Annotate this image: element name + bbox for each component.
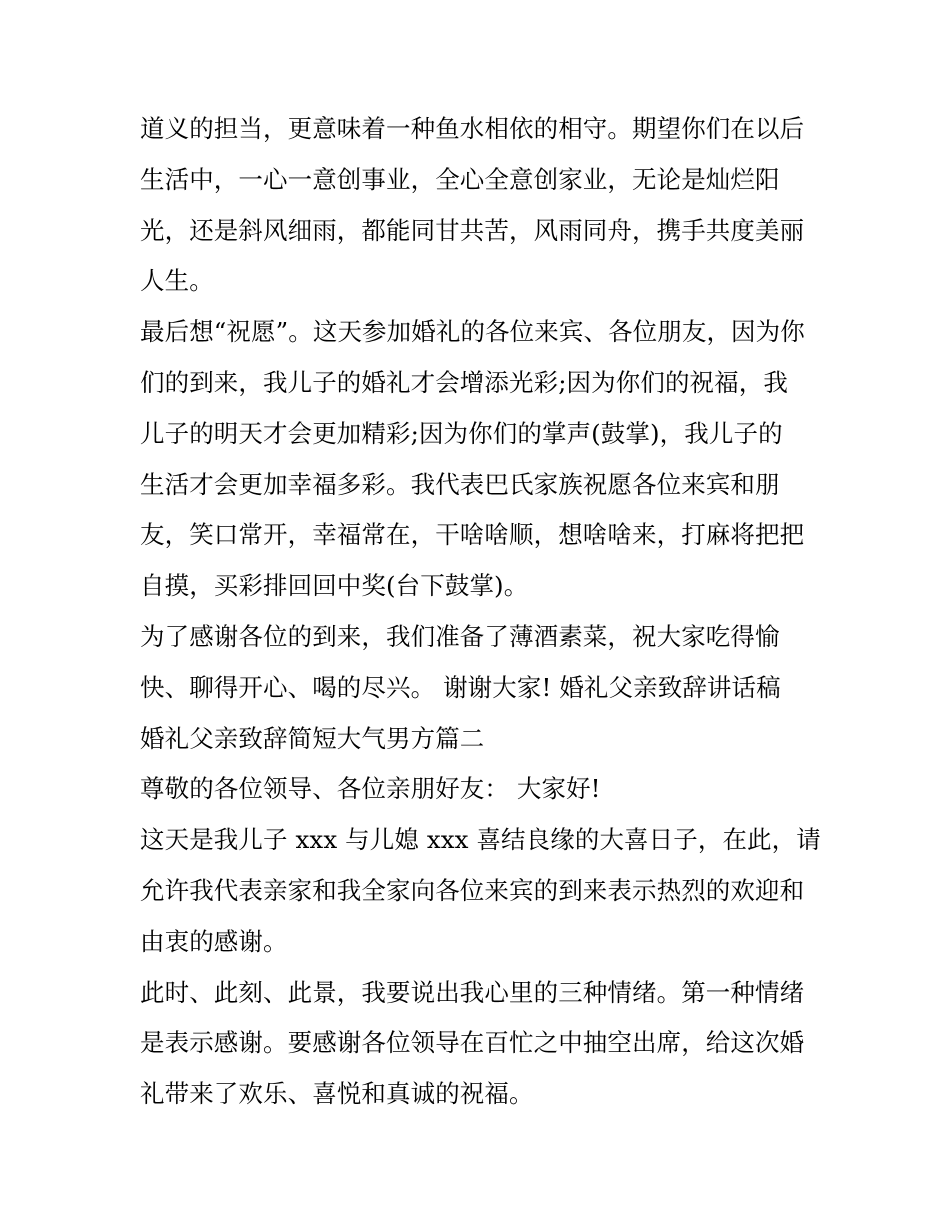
section-heading: 婚礼父亲致辞简短大气男方篇二 (140, 723, 485, 753)
greeting-line: 尊敬的各位领导、各位亲朋好友： 大家好! (140, 774, 601, 804)
text-line: 由衷的感谢。 (140, 926, 288, 956)
text-line: 人生。 (140, 266, 214, 296)
text-line: 生活才会更加幸福多彩。我代表巴氏家族祝愿各位来宾和朋 (140, 469, 780, 499)
text-line: 道义的担当，更意味着一种鱼水相依的相守。期望你们在以后 (140, 114, 805, 143)
text-line: 此时、此刻、此景，我要说出我心里的三种情绪。第一种情绪 (140, 977, 805, 1007)
text-line: 为了感谢各位的到来，我们准备了薄酒素菜，祝大家吃得愉 (140, 621, 780, 651)
text-line: 们的到来，我儿子的婚礼才会增添光彩;因为你们的祝福，我 (140, 367, 788, 397)
text-line: 儿子的明天才会更加精彩;因为你们的掌声(鼓掌)，我儿子的 (140, 418, 783, 448)
text-line: 友，笑口常开，幸福常在，干啥啥顺，想啥啥来，打麻将把把 (140, 520, 805, 550)
text-line: 允许我代表亲家和我全家向各位来宾的到来表示热烈的欢迎和 (140, 875, 805, 905)
document-body (140, 104, 820, 1120)
text-line: 最后想“祝愿”。这天参加婚礼的各位来宾、各位朋友，因为你 (140, 317, 805, 347)
text-line: 光，还是斜风细雨，都能同甘共苦，风雨同舟，携手共度美丽 (140, 215, 805, 245)
text-line: 生活中，一心一意创事业，全心全意创家业，无论是灿烂阳 (140, 164, 780, 194)
text-line: 礼带来了欢乐、喜悦和真诚的祝福。 (140, 1079, 534, 1109)
text-line: 自摸，买彩排回回中奖(台下鼓掌)。 (140, 571, 529, 601)
text-line: 这天是我儿子 xxx 与儿媳 xxx 喜结良缘的大喜日子，在此，请 (140, 825, 821, 855)
text-line: 是表示感谢。要感谢各位领导在百忙之中抽空出席，给这次婚 (140, 1028, 805, 1058)
text-line: 快、聊得开心、喝的尽兴。 谢谢大家! 婚礼父亲致辞讲话稿 (140, 672, 781, 702)
